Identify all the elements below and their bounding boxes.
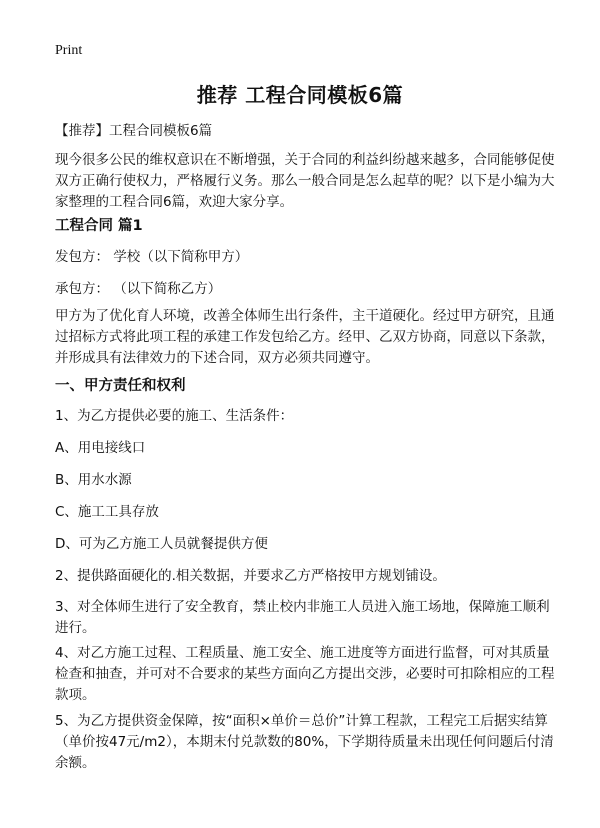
- clause-4: 4、对乙方施工过程、工程质量、施工安全、施工进度等方面进行监督，可对其质量检查和抽查，并可对不合要求的某些方面向乙方提出交涉，必要时可扣除相应的工程款项。: [55, 645, 555, 703]
- clause-1-d: D、可为乙方施工人员就餐提供方便: [55, 536, 268, 552]
- clause-1: 1、为乙方提供必要的施工、生活条件：: [55, 408, 294, 424]
- clause-2: 2、提供路面硬化的.相关数据，并要求乙方严格按甲方规划铺设。: [55, 568, 446, 584]
- party-b-line: 承包方： （以下简称乙方）: [55, 281, 222, 297]
- document-subtitle: 【推荐】工程合同模板6篇: [55, 123, 213, 139]
- section-title: 工程合同 篇1: [55, 218, 143, 234]
- intro-paragraph: 现今很多公民的维权意识在不断增强，关于合同的利益纠纷越来越多，合同能够促使双方正确行使权力，严格履行义务。那么一般合同是怎么起草的呢？以下是小编为大家整理的工程合同6篇，欢迎大家分享。: [55, 152, 555, 210]
- clause-5: 5、为乙方提供资金保障，按“面积×单价＝总价”计算工程款，工程完工后据实结算（单价按47元/m2），本期末付兑款数的80%，下学期待质量未出现任何问题后付清余额。: [55, 713, 554, 771]
- clause-1-c: C、施工工具存放: [55, 504, 159, 520]
- heading-party-a-responsibilities: 一、甲方责任和权利: [55, 378, 186, 394]
- preamble-paragraph: 甲方为了优化育人环境，改善全体师生出行条件，主干道硬化。经过甲方研究，且通过招标方式将此项工程的承建工作发包给乙方。经甲、乙双方协商，同意以下条款，并形成具有法律效力的下述合同，双方必须共同遵守。: [55, 308, 555, 366]
- party-a-line: 发包方： 学校（以下简称甲方）: [55, 249, 249, 265]
- print-link[interactable]: Print: [55, 43, 83, 58]
- clause-1-a: A、用电接线口: [55, 440, 146, 456]
- clause-1-b: B、用水水源: [55, 472, 132, 488]
- page-title: 推荐 工程合同模板6篇: [196, 83, 404, 107]
- clause-3: 3、对全体师生进行了安全教育，禁止校内非施工人员进入施工场地，保障施工顺利进行。: [55, 599, 550, 636]
